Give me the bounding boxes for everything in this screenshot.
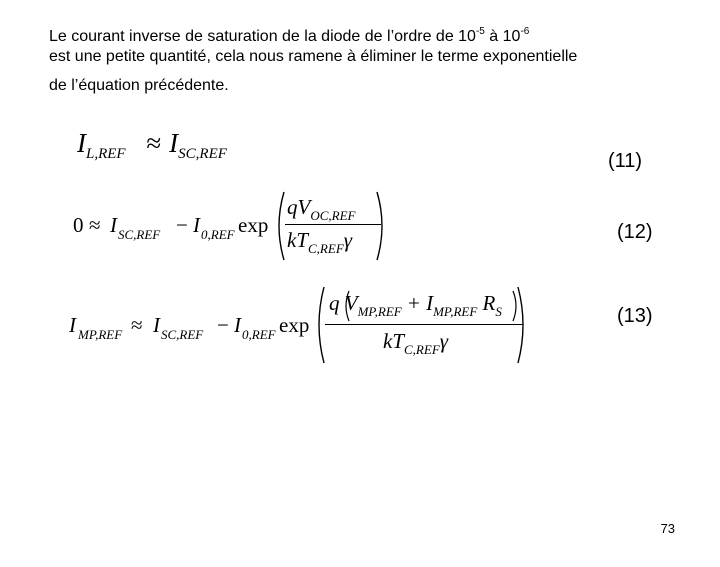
exponent-minus-6: -6 (520, 26, 530, 37)
equation-number-13: (13) (617, 305, 653, 327)
paragraph-line-2: est une petite quantité, cela nous ramene à éliminer le terme exponentielle (49, 48, 578, 65)
numerator-12: $qV_{OC,REF}$ (287, 195, 356, 223)
fraction-13 (325, 289, 523, 361)
slide-page: Le courant inverse de saturation de la diode de l’ordre de $10^{-5}$ à $10^{-6}$ est une petite quantité, cela nous ramene à éliminer le terme exponentielle de l’équation précédente. $I_{L,REF} \approx I_{SC,REF}$ (11) 0 ≈ I SC,REF − I 0,REF exp $qV_{OC,REF}$ $kT_{C,REF}\gamma$ (12) I MP,REF ≈ I SC,REF − I 0,REF exp q $V_{MP,REF} + I_{MP,REF}$ $R_S$ $kT_{C,REF}\gamma$ (13) 73 (0, 0, 720, 567)
equation-11: $I_{L,REF} \approx I_{SC,REF}$ (77, 128, 227, 162)
left-paren-12 (272, 190, 286, 262)
denominator-13: $kT_{C,REF}\gamma$ (383, 329, 449, 357)
exponent-minus-5: -5 (475, 26, 485, 37)
right-paren-12 (375, 190, 389, 262)
paragraph-line-3: de l’équation précédente. (49, 77, 229, 94)
right-paren-13 (516, 285, 530, 365)
intro-paragraph (49, 27, 689, 96)
equation-number-12: (12) (617, 221, 653, 243)
page-number: 73 (660, 521, 675, 536)
denominator-12: $kT_{C,REF}\gamma$ (287, 228, 353, 256)
numerator-13: q $V_{MP,REF} + I_{MP,REF}$ $R_S$ (329, 291, 502, 319)
fraction-bar-13 (325, 324, 523, 325)
equation-number-11: (11) (608, 150, 643, 172)
left-paren-13 (312, 285, 326, 365)
numerator-left-paren (341, 289, 351, 323)
fraction-bar-12 (285, 224, 381, 225)
fraction-12 (285, 193, 381, 259)
paragraph-line-1: Le courant inverse de saturation de la diode de l’ordre de $10^{-5}$ à $10^{-6}$ (49, 26, 530, 45)
